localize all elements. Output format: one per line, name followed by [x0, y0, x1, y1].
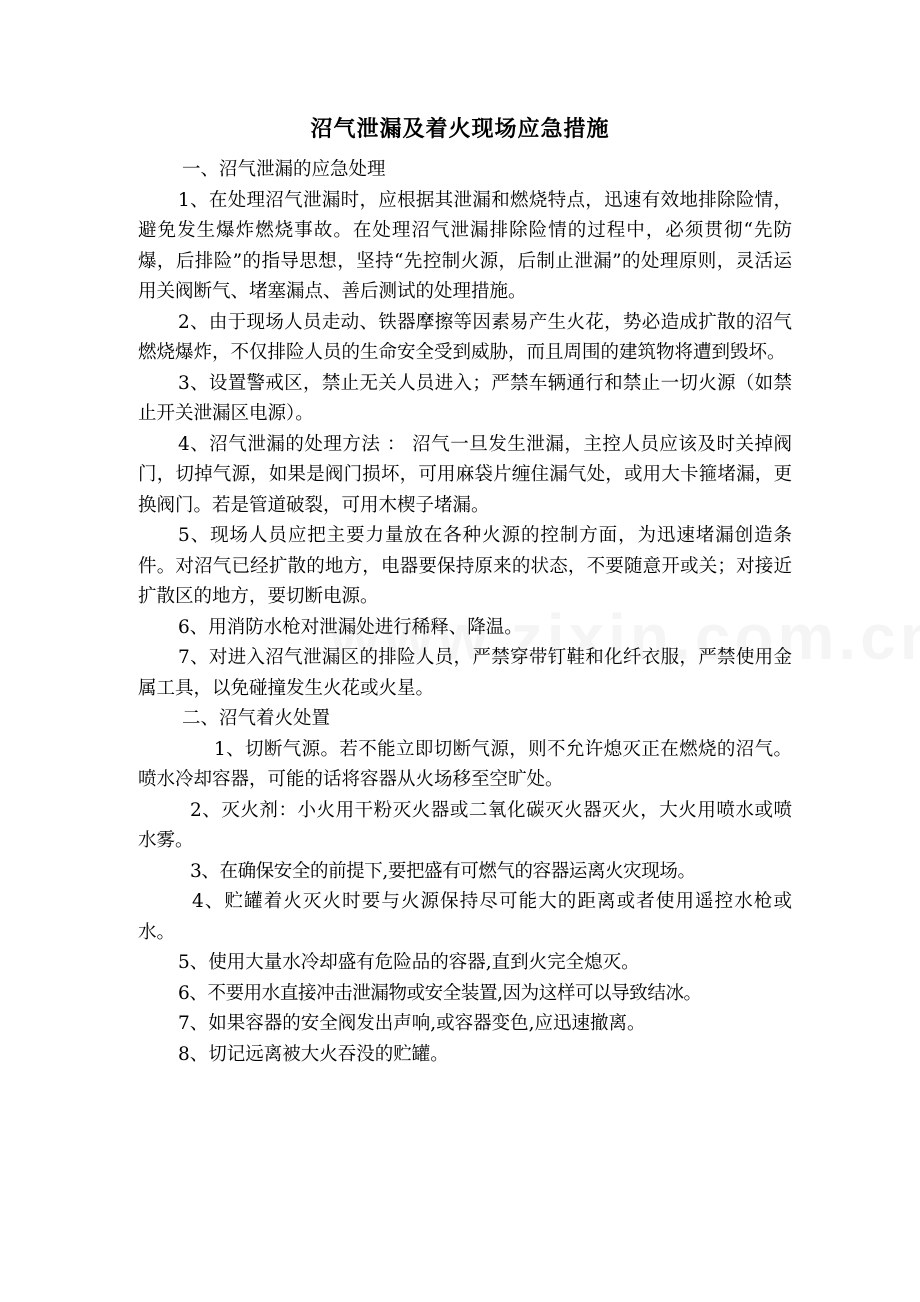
paragraph-2-8: 8、切记远离被大火吞没的贮罐。: [178, 1043, 449, 1065]
paragraph-1-6: 6、用消防水枪对泄漏处进行稀释、降温。: [178, 616, 523, 638]
document-title: 沼气泄漏及着火现场应急措施: [310, 116, 610, 142]
paragraph-1-1: 1、在处理沼气泄漏时，应根据其泄漏和燃烧特点，迅速有效地排除险情，避免发生爆炸燃烧事故。在处理沼气泄漏排除险情的过程中，必须贯彻“先防爆，后排险”的指导思想，坚持“先控制火源，后制止泄漏”的处理原则，灵活运用关阀断气、堵塞漏点、善后测试的处理措施。: [138, 189, 792, 302]
section-heading-2: 二、沼气着火处置: [182, 708, 331, 729]
paragraph-2-6: 6、不要用水直接冲击泄漏物或安全装置,因为这样可以导致结冰。: [178, 982, 702, 1004]
document-body: [138, 155, 792, 1070]
paragraph-2-3: 3、在确保安全的前提下,要把盛有可燃气的容器运离火灾现场。: [190, 860, 696, 882]
paragraph-2-2: 2、灭火剂：小火用干粉灭火器或二氧化碳灭火器灭火，大火用喷水或喷水雾。: [138, 799, 792, 851]
paragraph-2-5: 5、使用大量水冷却盛有危险品的容器,直到火完全熄灭。: [178, 952, 640, 973]
paragraph-2-4: 4、贮罐着火灭火时要与火源保持尽可能大的距离或者使用遥控水枪或水。: [138, 891, 792, 943]
paragraph-1-4: 4、沼气泄漏的处理方法 ： 沼气一旦发生泄漏，主控人员应该及时关掉阀门，切掉气源，如果是阀门损坏，可用麻袋片缠住漏气处，或用大卡箍堵漏，更换阀门。若是管道破裂，可用木楔子堵漏。: [138, 433, 792, 516]
section-heading-1: 一、沼气泄漏的应急处理: [182, 159, 386, 180]
paragraph-1-5: 5、现场人员应把主要力量放在各种火源的控制方面，为迅速堵漏创造条件。对沼气已经扩散的地方，电器要保持原来的状态，不要随意开或关；对接近扩散区的地方，要切断电源。: [138, 525, 792, 607]
paragraph-2-1: 1、切断气源。若不能立即切断气源，则不允许熄灭正在燃烧的沼气。喷水冷却容器，可能的话将容器从火场移至空旷处。: [138, 738, 792, 790]
paragraph-1-7: 7、对进入沼气泄漏区的排险人员，严禁穿带钉鞋和化纤衣服，严禁使用金属工具，以免碰撞发生火花或火星。: [138, 647, 792, 699]
paragraph-1-3: 3、设置警戒区，禁止无关人员进入；严禁车辆通行和禁止一切火源（如禁止开关泄漏区电源）。: [138, 372, 792, 424]
paragraph-2-7: 7、如果容器的安全阀发出声响,或容器变色,应迅速撤离。: [178, 1013, 646, 1034]
paragraph-1-2: 2、由于现场人员走动、铁器摩擦等因素易产生火花，势必造成扩散的沼气燃烧爆炸，不仅排险人员的生命安全受到威胁，而且周围的建筑物将遭到毁坏。: [138, 311, 792, 363]
